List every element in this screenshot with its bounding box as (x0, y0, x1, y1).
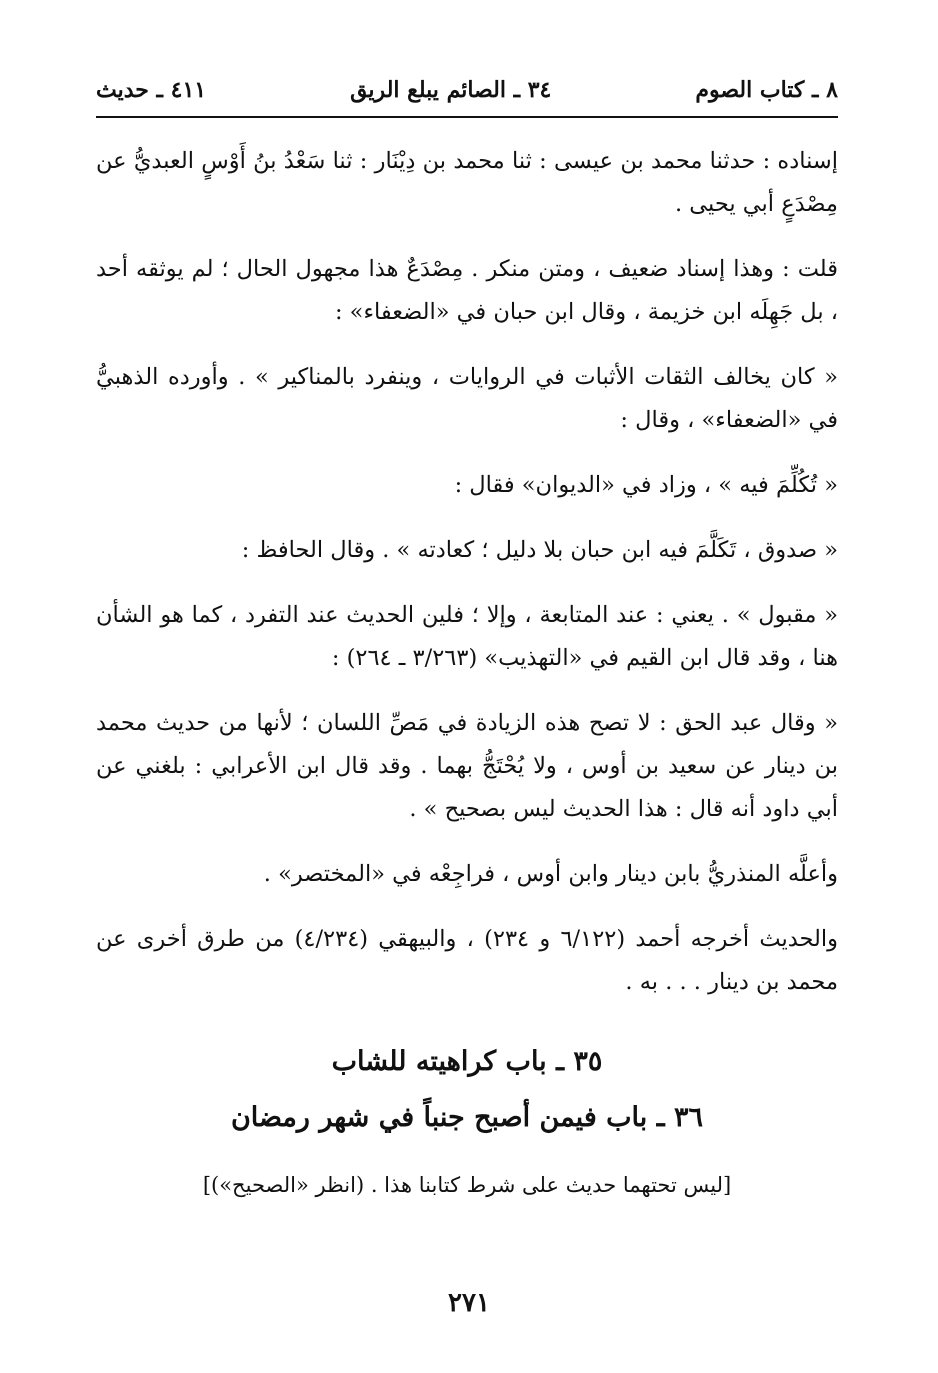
paragraph-quote-diwan: « صدوق ، تَكَلَّمَ فيه ابن حبان بلا دليل ؛ كعادته » . وقال الحافظ : (241, 537, 838, 563)
paragraph-takhrij: والحديث أخرجه أحمد (٦/١٢٢ و ٢٣٤) ، والبيهقي (٤/٢٣٤) من طرق أخرى عن محمد بن دينار . . . به . (96, 926, 839, 995)
chapter-heading-36: ٣٦ ـ باب فيمن أصبح جنباً في شهر رمضان (230, 1102, 704, 1133)
page-number: ٢٧١ (448, 1288, 490, 1318)
paragraph-quote-ibn-hibban: « كان يخالف الثقات الأثبات في الروايات ، وينفرد بالمناكير » . وأورده الذهبيُّ في «الضعفاء» ، وقال : (96, 364, 838, 433)
running-header (96, 70, 838, 118)
paragraph-quote-hafiz: « مقبول » . يعني : عند المتابعة ، وإلا ؛ فلين الحديث عند التفرد ، كما هو الشأن هنا ، وقد قال ابن القيم في «التهذيب» (٣/٢٦٣ ـ ٢٦٤) : (96, 602, 838, 671)
paragraph-quote-abd-al-haqq: « وقال عبد الحق : لا تصح هذه الزيادة في مَصِّ اللسان ؛ لأنها من حديث محمد بن دينار عن سعيد بن أوس ، ولا يُحْتَجُّ بهما . وقد قال ابن الأعرابي : بلغني عن أبي داود أنه قال : هذا الحديث ليس بصحيح » . (96, 710, 838, 822)
header-chapter-title: ٣٤ ـ الصائم يبلع الريق (350, 77, 552, 103)
header-book-title: ٨ ـ كتاب الصوم (695, 77, 838, 103)
paragraph-verdict: قلت : وهذا إسناد ضعيف ، ومتن منكر . مِصْدَعٌ هذا مجهول الحال ؛ لم يوثقه أحد ، بل جَهِلَه ابن خزيمة ، وقال ابن حبان في «الضعفاء» : (96, 256, 838, 325)
editor-note: [ليس تحتهما حديث على شرط كتابنا هذا . (انظر «الصحيح»)] (202, 1173, 732, 1197)
book-page (96, 70, 838, 1228)
page-body (96, 140, 838, 1207)
header-hadith-number: ٤١١ ـ حديث (96, 77, 207, 103)
paragraph-quote-dhahabi: « تُكُلِّمَ فيه » ، وزاد في «الديوان» فقال : (454, 472, 838, 498)
paragraph-isnad: إسناده : حدثنا محمد بن عيسى : ثنا محمد بن دِيْنَار : ثنا سَعْدُ بنُ أَوْسٍ العبديُّ عن مِصْدَعٍ أبي يحيى . (96, 148, 838, 217)
paragraph-mundhiri: وأعلَّه المنذريُّ بابن دينار وابن أوس ، فراجِعْه في «المختصر» . (263, 861, 838, 887)
chapter-heading-35: ٣٥ ـ باب كراهيته للشاب (331, 1046, 603, 1077)
